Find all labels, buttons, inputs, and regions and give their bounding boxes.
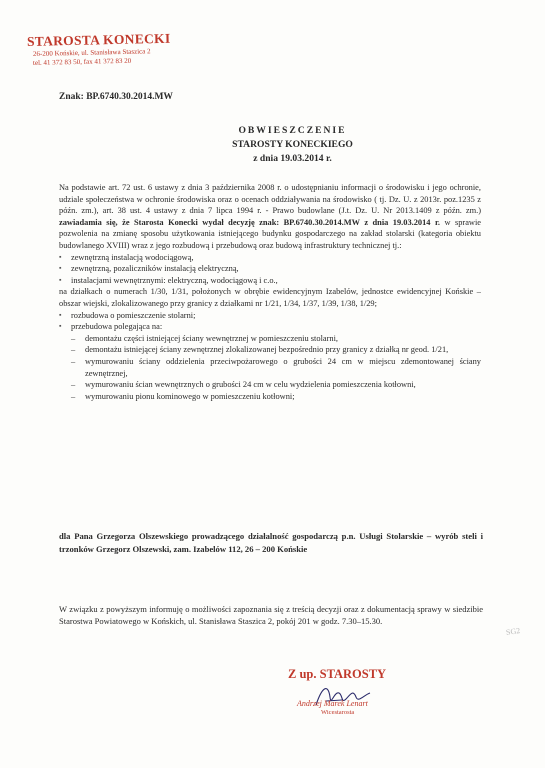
- signature-authority: Z up. STAROSTY: [288, 667, 387, 681]
- dash-icon: –: [71, 333, 76, 343]
- title-announcement: OBWIESZCZENIE: [238, 125, 347, 136]
- title-authority: STAROSTY KONECKIEGO: [232, 139, 353, 150]
- infrastructure-item: zewnętrzną, pozaliczników instalacją elektryczną,: [71, 264, 239, 274]
- location-paragraph: na działkach o numerach 1/30, 1/31, położonych w obrębie ewidencyjnym Izabelów, jednostce ewidencyjnej Końskie – obszar wiejski, zlokalizowanego przy granicy z działkami nr 1/21, 1/34, 1/37, 1/39, 1/38, 1/29;: [59, 287, 481, 308]
- intro-text: Na podstawie art. 72 ust. 6 ustawy z dnia 3 października 2008 r. o udostępnianiu informacji o środowisku i jego ochronie, udziale społeczeństwa w ochronie środowiska oraz o ocenach oddziaływania na środowisko ( tj. Dz. U. z 2013r. poz.1235 z późn. zm.), art. 38 ust. 4 ustawy z dnia 7 lipca 1994 r. - Prawo budowlane (J.t. Dz. U. Nr 2013.1409 z późn. zm.): [59, 183, 481, 216]
- reference-number: Znak: BP.6740.30.2014.MW: [59, 92, 173, 102]
- list-item: [59, 252, 481, 264]
- signatory-name: Andrzej Marek Lenart: [297, 699, 368, 708]
- list-item: [71, 356, 481, 379]
- list-item: [71, 333, 481, 345]
- stamp-authority-name: STAROSTA KONECKI: [26, 30, 171, 49]
- list-item: [71, 344, 481, 356]
- list-item: [71, 379, 481, 391]
- starosta-header-stamp: [26, 30, 171, 68]
- bullet-icon: ▪: [59, 252, 62, 261]
- dash-icon: –: [71, 356, 76, 366]
- work-item: rozbudowa o pomieszczenie stolarni;: [71, 310, 196, 320]
- bullet-icon: ▪: [59, 322, 62, 331]
- subwork-item: demontażu istniejącej ściany zewnętrznej zlokalizowanej bezpośrednio przy granicy z działką nr geod. 1/21,: [85, 345, 449, 355]
- stamp-phone: tel. 41 372 83 50, fax 41 372 83 20: [32, 56, 132, 67]
- stamp-address: 26-200 Końskie, ul. Stanisława Staszica 2: [32, 47, 151, 58]
- document-title: [0, 124, 545, 166]
- intro-bold-decision: zawiadamia się, że Starosta Konecki wydał decyzję znak: BP.6740.30.2014.MW z dnia 19.03.2014 r.: [59, 217, 440, 227]
- subwork-item: wymurowaniu ściany oddzielenia przeciwpożarowego o grubości 24 cm w miejscu zdemontowanej ściany zewnętrznej,: [85, 356, 481, 378]
- list-item: [59, 310, 481, 322]
- dash-icon: –: [71, 345, 76, 355]
- list-item: [59, 263, 481, 275]
- bullet-icon: ▪: [59, 310, 62, 319]
- margin-mark: SG2: [505, 626, 521, 637]
- bullet-icon: ▪: [59, 264, 62, 273]
- subwork-item: wymurowaniu ścian wewnętrznych o grubości 24 cm w celu wydzielenia pomieszczenia kotłowni,: [85, 380, 416, 390]
- beneficiary-paragraph: dla Pana Grzegorza Olszewskiego prowadzącego działalność gospodarczą p.n. Usługi Stolarskie – wyrób steli i trzonków Grzegorz Olszewski, zam. Izabelów 112, 26 – 200 Końskie: [59, 531, 483, 554]
- dash-icon: –: [71, 380, 76, 390]
- subwork-item: wymurowaniu pionu kominowego w pomieszczeniu kotłowni;: [85, 391, 295, 401]
- signature-stamp: [288, 667, 428, 716]
- closing-paragraph: W związku z powyższym informuję o możliwości zapoznania się z treścią decyzji oraz z dokumentacją sprawy w siedzibie Starostwa Powiatowego w Końskich, ul. Stanisława Staszica 2, pokój 201 w godz. 7.30–15.30.: [59, 604, 483, 627]
- list-item: [59, 321, 481, 333]
- bullet-icon: ▪: [59, 275, 62, 284]
- infrastructure-item: instalacjami wewnętrznymi: elektryczną, wodociągową i c.o.,: [71, 275, 278, 285]
- list-item: [71, 391, 481, 403]
- subwork-item: demontażu części istniejącej ściany wewnętrznej w pomieszczeniu stolarni,: [85, 333, 339, 343]
- work-item: przebudowa polegająca na:: [71, 322, 163, 332]
- list-item: [59, 275, 481, 287]
- intro-paragraph: [59, 182, 481, 252]
- intro-rest: w sprawie pozwolenia na zmianę sposobu użytkowania istniejącego budynku gospodarczego na zakład stolarski (kategoria obiektu budowlanego XVIII) wraz z jego rozbudową i przebudową oraz budową infrastruktury technicznej tj.:: [59, 217, 482, 250]
- document-body: [59, 182, 481, 402]
- signatory-role: Wicestarosta: [321, 709, 355, 716]
- title-date: z dnia 19.03.2014 r.: [253, 153, 332, 164]
- dash-icon: –: [71, 391, 76, 401]
- infrastructure-item: zewnętrzną instalacją wodociągową,: [71, 252, 194, 262]
